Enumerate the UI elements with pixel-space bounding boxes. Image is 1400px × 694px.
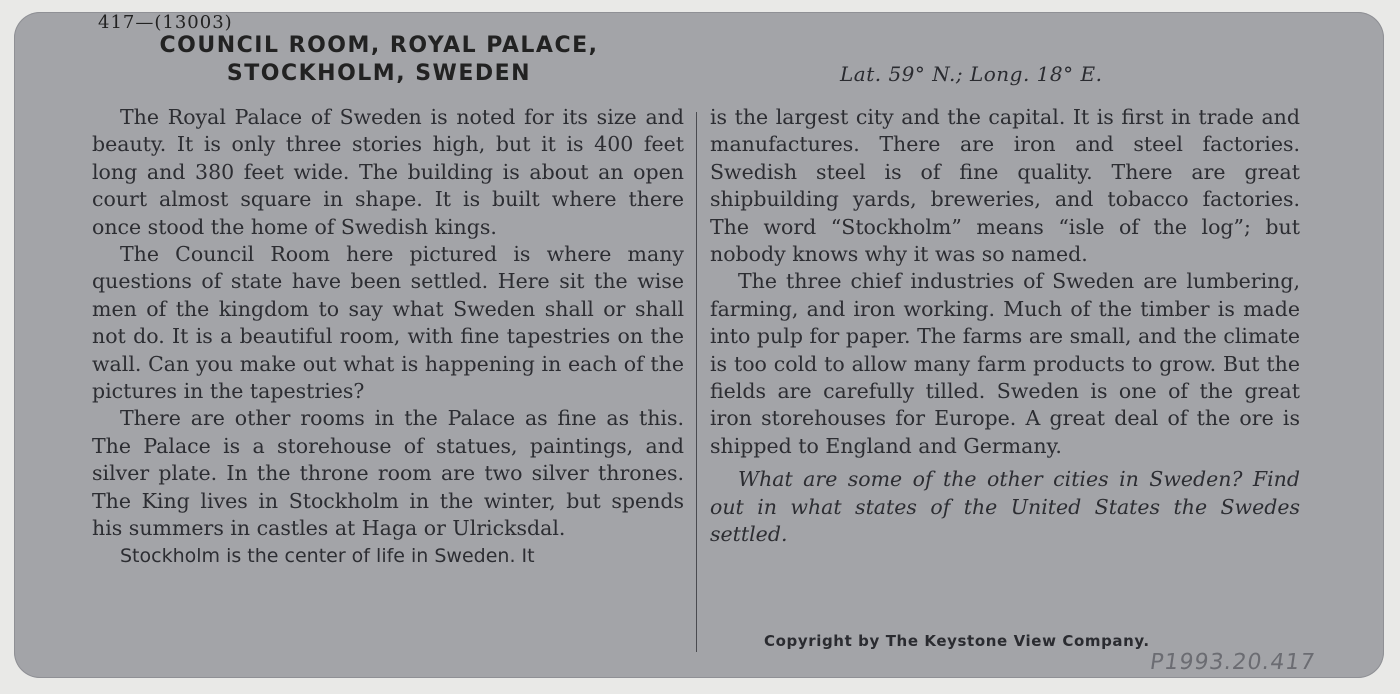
- right-paragraph-2: The three chief industries of Sweden are lumbering, farming, and iron working. Much of the timber is made into pulp for paper. The farms are small, and the climate is too cold to allow many farm products to grow. But the fields are carefully tilled. Sweden is one of the great iron storehouses for Europe. A great deal of the ore is shipped to England and Germany.: [710, 269, 1300, 458]
- study-question: What are some of the other cities in Sweden? Find out in what states of the United States the Swedes settled.: [710, 467, 1300, 547]
- lat-long: Lat. 59° N.; Long. 18° E.: [840, 62, 1103, 86]
- left-paragraph-1: The Royal Palace of Sweden is noted for its size and beauty. It is only three stories high, but it is 400 feet long and 380 feet wide. The building is about an open court almost square in shape. It is built where there once stood the home of Swedish kings.: [92, 105, 684, 239]
- title-line-2: STOCKHOLM, SWEDEN: [226, 61, 532, 86]
- column-divider: [696, 112, 697, 652]
- right-column: [710, 104, 1300, 549]
- left-paragraph-4: Stockholm is the center of life in Sweden. It: [120, 544, 535, 567]
- copyright-notice: Copyright by The Keystone View Company.: [764, 632, 1150, 650]
- card-title: [74, 32, 684, 88]
- left-paragraph-2: The Council Room here pictured is where many questions of state have been settled. Here sit the wise men of the kingdom to say what Sweden shall or shall not do. It is a beautiful room, with fine tapestries on the wall. Can you make out what is happening in each of the pictures in the tapestries?: [92, 242, 684, 404]
- accession-number: P1993.20.417: [1148, 650, 1317, 675]
- stereocard-back: [14, 12, 1384, 678]
- right-paragraph-1: is the largest city and the capital. It is first in trade and manufactures. There are iron and steel factories. Swedish steel is of fine quality. There are great shipbuilding yards, breweries, and tobacco factories. The word “Stockholm” means “isle of the log”; but nobody knows why it was so named.: [710, 105, 1300, 267]
- title-line-1: COUNCIL ROOM, ROYAL PALACE,: [159, 33, 599, 58]
- left-paragraph-3: There are other rooms in the Palace as fine as this. The Palace is a storehouse of statues, paintings, and silver plate. In the throne room are two silver thrones. The King lives in Stockholm in the winter, but spends his summers in castles at Haga or Ulricksdal.: [92, 406, 684, 541]
- catalog-number: 417—(13003): [98, 12, 233, 33]
- left-column: [92, 104, 684, 570]
